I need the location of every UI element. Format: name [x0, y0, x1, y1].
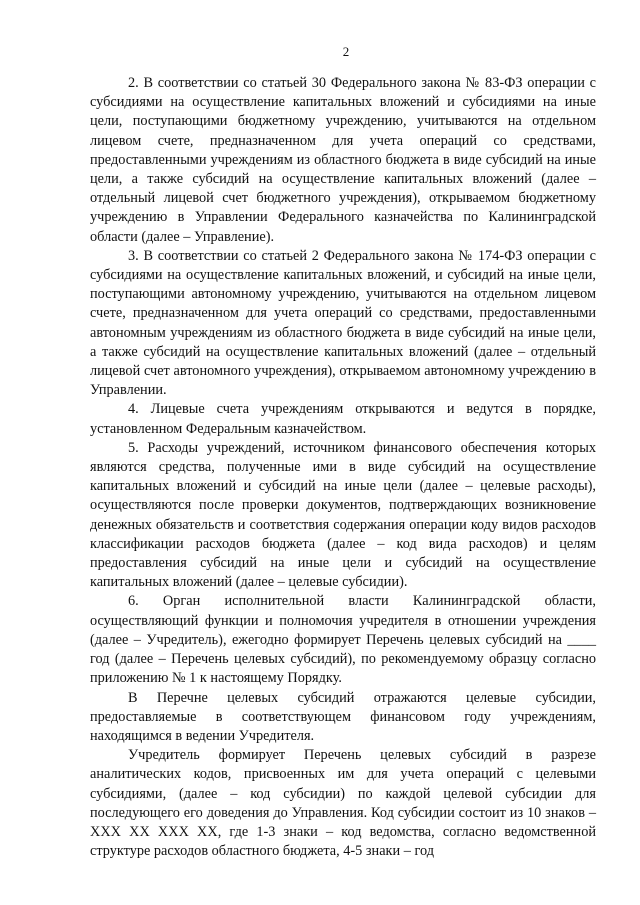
paragraph-3-autonomous-account: 3. В соответствии со статьей 2 Федерального закона № 174-ФЗ операции с субсидиями на осуществление капитальных вложений, и субсидий на иные цели, поступающими автономному учреждению, учитываются на отдельном лицевом счете, предназначенном для учета операций со средствами, предоставленными автономным учреждениям из областного бюджета в виде субсидий на иные цели, а также субсидий на осуществление капитальных вложений (далее – отдельный лицевой счет автономного учреждения), открываемом автономному учреждению в Управлении.: [90, 247, 596, 399]
paragraph-list-contents: В Перечне целевых субсидий отражаются целевые субсидии, предоставляемые в соответствующем финансовом году учреждениям, находящимся в ведении Учредителя.: [90, 689, 596, 744]
paragraph-6-founder-list: 6. Орган исполнительной власти Калининградской области, осуществляющий функции и полномочия учредителя в отношении учреждения (далее – Учредитель), ежегодно формирует Перечень целевых субсидий на ____ год (далее – Перечень целевых субсидий), по рекомендуемому образцу согласно приложению № 1 к настоящему Порядку.: [90, 593, 596, 687]
paragraph-2-budget-account: 2. В соответствии со статьей 30 Федерального закона № 83-ФЗ операции с субсидиями на осуществление капитальных вложений и субсидиями на иные цели, поступающими бюджетному учреждению, учитываются на отдельном лицевом счете, предназначенном для учета операций со средствами, предоставленными учреждениям из областного бюджета в виде субсидий на иные цели, а также субсидий на осуществление капитальных вложений (далее – отдельный лицевой счет бюджетного учреждения), открываемом бюджетному учреждению в Управлении Федерального казначейства по Калининградской области (далее – Управление).: [90, 75, 596, 245]
page-number: 2: [342, 44, 350, 59]
paragraph-5-targeted-expenses: 5. Расходы учреждений, источником финансового обеспечения которых являются средства, полученные ими в виде субсидий на осуществление капитальных вложений и субсидий на иные цели (далее – целевые расходы), осуществляются после проверки документов, подтверждающих возникновение денежных обязательств и соответствия содержания операции коду видов расходов классификации расходов бюджета (далее – код вида расходов) и целям предоставления субсидий на иные цели и субсидий на осуществление капитальных вложений (далее – целевые субсидии).: [90, 439, 596, 591]
paragraph-subsidy-codes: Учредитель формирует Перечень целевых субсидий в разрезе аналитических кодов, присвоенных им для учета операций с целевыми субсидиями, (далее – код субсидии) по каждой целевой субсидии для последующего его доведения до Управления. Код субсидии состоит из 10 знаков – ХХХ ХХ ХХХ ХХ, где 1-3 знаки – код ведомства, согласно ведомственной структуре расходов областного бюджета, 4-5 знаки – год: [90, 747, 596, 860]
paragraph-4-accounts-opening: 4. Лицевые счета учреждениям открываются и ведутся в порядке, установленном Федеральным казначейством.: [90, 401, 596, 437]
